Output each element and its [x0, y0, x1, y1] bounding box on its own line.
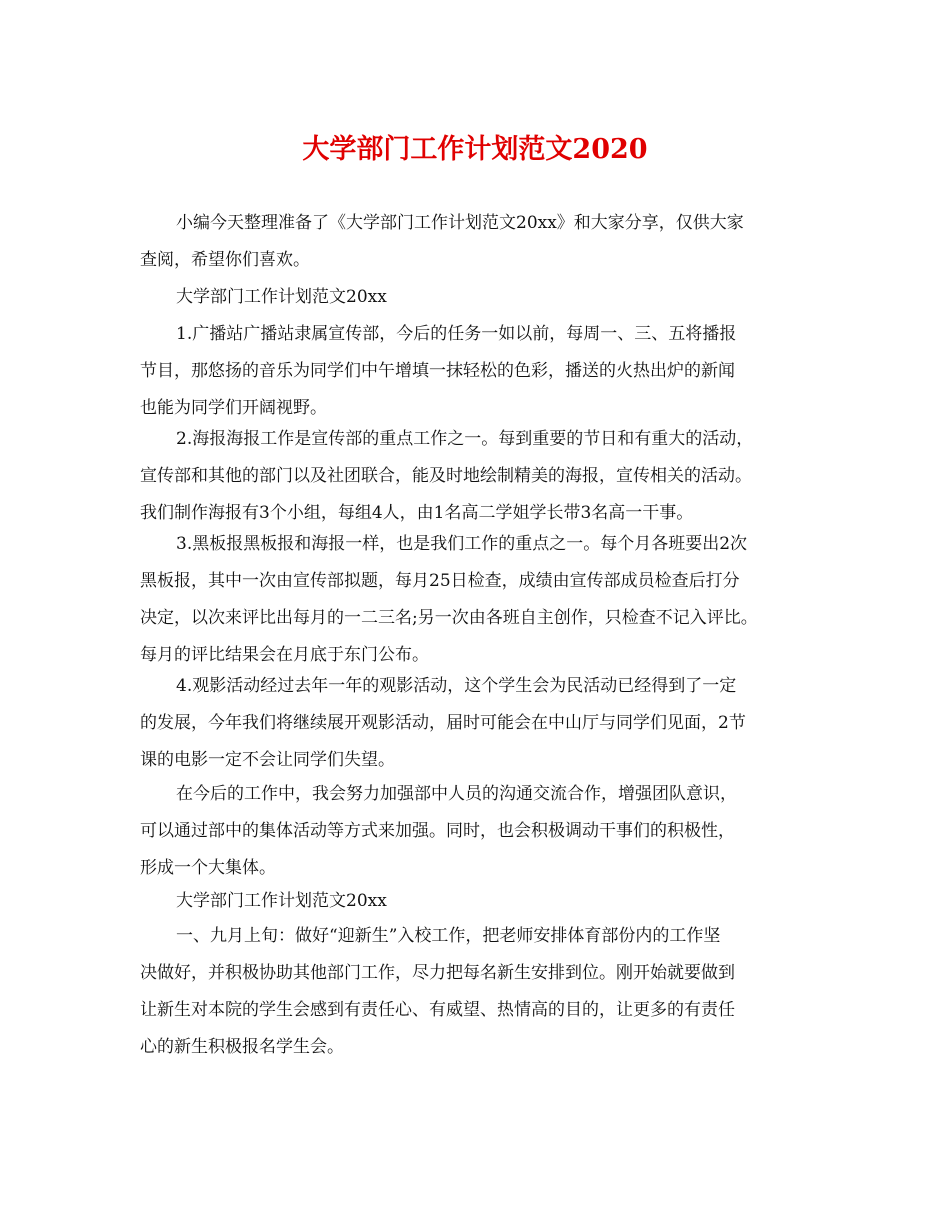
paragraph-item-2 — [140, 421, 753, 532]
text-line: 大学部门工作计划范文20xx — [176, 891, 387, 911]
paragraph-item-4 — [140, 668, 746, 779]
section-heading-1 — [140, 279, 387, 316]
document-title: 大学部门工作计划范文2020 — [302, 134, 648, 165]
text-line: 1.广播站广播站隶属宣传部，今后的任务一如以前，每周一、三、五将播报 — [176, 324, 737, 344]
paragraph-item-3 — [140, 526, 758, 674]
text-line: 查阅，希望你们喜欢。 — [140, 250, 310, 270]
text-line: 大学部门工作计划范文20xx — [176, 287, 387, 307]
text-line: 课的电影一定不会让同学们失望。 — [140, 750, 395, 770]
text-line: 小编今天整理准备了《大学部门工作计划范文20xx》和大家分享，仅供大家 — [176, 213, 744, 233]
paragraph-intro — [140, 205, 744, 279]
text-line: 决做好，并积极协助其他部门工作，尽力把每名新生安排到位。刚开始就要做到 — [140, 963, 735, 983]
text-line: 4.观影活动经过去年一年的观影活动，这个学生会为民活动已经得到了一定 — [176, 676, 737, 696]
text-line: 也能为同学们开阔视野。 — [140, 398, 327, 418]
text-line: 可以通过部中的集体活动等方式来加强。同时，也会积极调动干事们的积极性， — [140, 821, 735, 841]
text-line: 每月的评比结果会在月底于东门公布。 — [140, 645, 429, 665]
text-line: 黑板报，其中一次由宣传部拟题，每月25日检查，成绩由宣传部成员检查后打分 — [140, 571, 740, 591]
paragraph-september — [140, 918, 735, 1066]
text-line: 我们制作海报有3个小组，每组4人，由1名高二学姐学长带3名高一干事。 — [140, 503, 694, 523]
text-line: 节目，那悠扬的音乐为同学们中午增填一抹轻松的色彩，播送的火热出炉的新闻 — [140, 361, 735, 381]
section-heading-2 — [140, 883, 387, 920]
paragraph-item-1 — [140, 316, 736, 427]
text-line: 在今后的工作中，我会努力加强部中人员的沟通交流合作，增强团队意识， — [176, 784, 737, 804]
text-line: 决定，以次来评比出每月的一二三名;另一次由各班自主创作，只检查不记入评比。 — [140, 608, 758, 628]
text-line: 2.海报海报工作是宣传部的重点工作之一。每到重要的节日和有重大的活动， — [176, 429, 754, 449]
text-line: 形成一个大集体。 — [140, 858, 276, 878]
text-line: 的发展，今年我们将继续展开观影活动，届时可能会在中山厅与同学们见面，2节 — [140, 713, 746, 733]
text-line: 一、九月上旬：做好“迎新生”入校工作，把老师安排体育部份内的工作坚 — [176, 926, 721, 946]
text-line: 让新生对本院的学生会感到有责任心、有威望、热情高的目的，让更多的有责任 — [140, 1000, 735, 1020]
text-line: 3.黑板报黑板报和海报一样，也是我们工作的重点之一。每个月各班要出2次 — [176, 534, 748, 554]
paragraph-closing — [140, 776, 737, 887]
text-line: 宣传部和其他的部门以及社团联合，能及时地绘制精美的海报，宣传相关的活动。 — [140, 466, 752, 486]
text-line: 心的新生积极报名学生会。 — [140, 1037, 344, 1057]
